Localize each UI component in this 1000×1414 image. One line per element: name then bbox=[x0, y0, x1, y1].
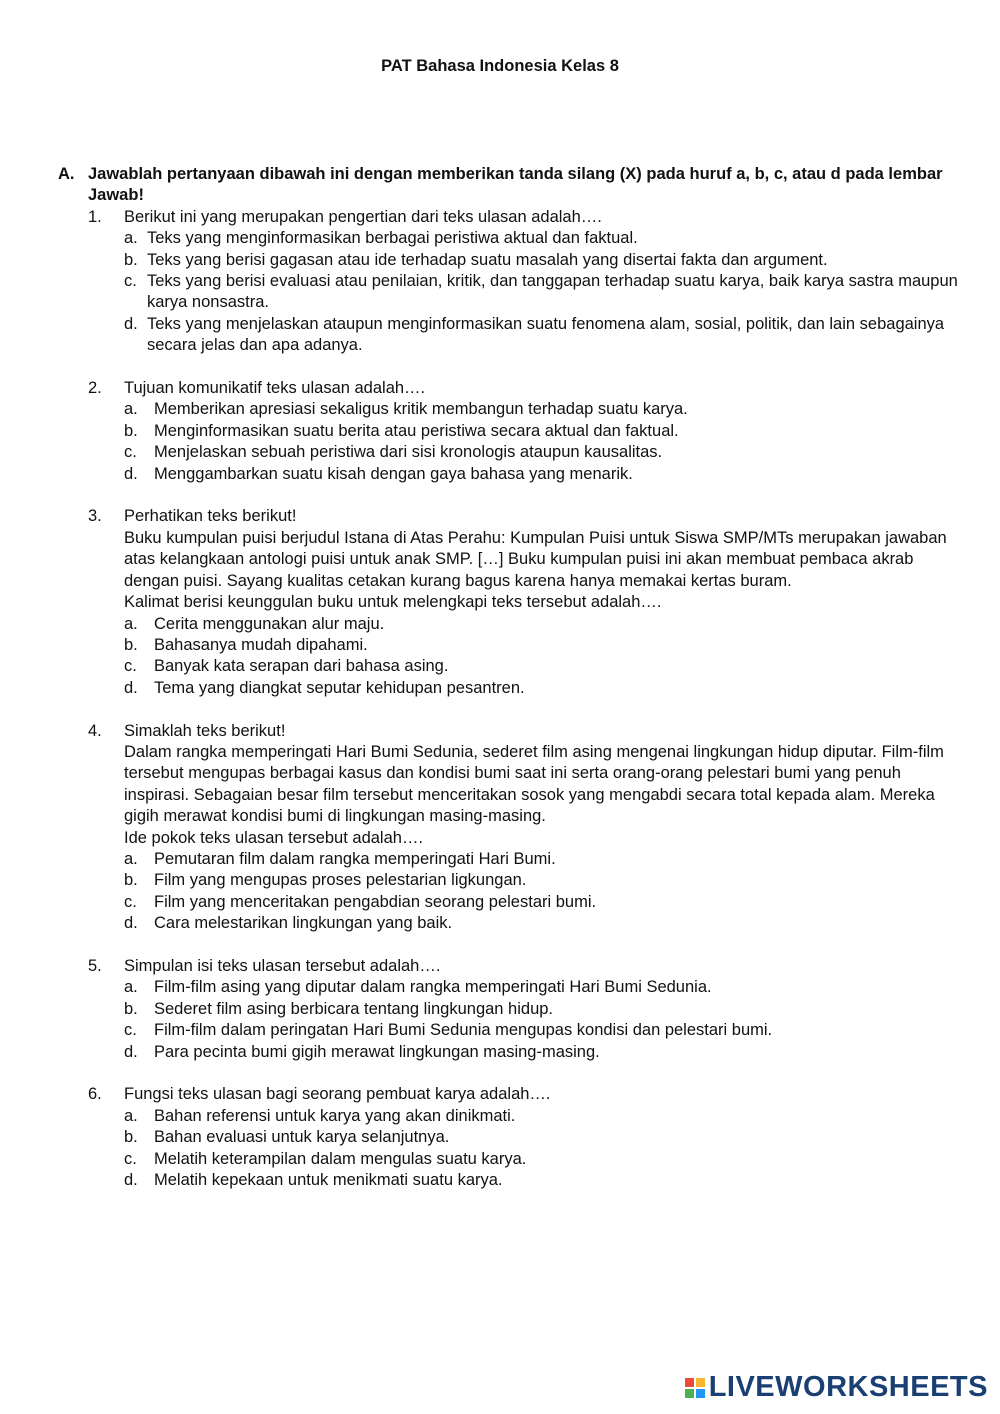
logo-square bbox=[685, 1378, 694, 1387]
option-text: Sederet film asing berbicara tentang lingkungan hidup. bbox=[154, 999, 554, 1018]
option-letter: c. bbox=[124, 892, 137, 911]
option-item bbox=[124, 656, 958, 677]
question-spacer bbox=[58, 935, 958, 956]
option-text: Teks yang berisi evaluasi atau penilaian, kritik, dan tanggapan terhadap suatu karya, baik karya sastra maupun karya nonsastra. bbox=[147, 272, 958, 312]
option-item bbox=[124, 1106, 958, 1127]
option-list bbox=[124, 399, 958, 485]
option-text: Menggambarkan suatu kisah dengan gaya bahasa yang menarik. bbox=[154, 464, 633, 483]
question bbox=[58, 506, 958, 699]
option-text: Film yang menceritakan pengabdian seorang pelestari bumi. bbox=[154, 892, 597, 911]
option-item bbox=[124, 1020, 958, 1041]
option-item bbox=[124, 870, 958, 891]
option-letter: a. bbox=[124, 229, 138, 248]
option-letter: b. bbox=[124, 871, 138, 890]
option-letter: d. bbox=[124, 914, 138, 933]
option-letter: b. bbox=[124, 1128, 138, 1147]
option-item bbox=[124, 1127, 958, 1148]
question-number: 4. bbox=[88, 721, 102, 740]
logo-text: LIVEWORKSHEETS bbox=[708, 1371, 988, 1403]
option-text: Menjelaskan sebuah peristiwa dari sisi kronologis ataupun kausalitas. bbox=[154, 443, 663, 462]
question-spacer bbox=[58, 1063, 958, 1084]
question-text: Simaklah teks berikut! bbox=[124, 721, 286, 740]
section-instruction-text: Jawablah pertanyaan dibawah ini dengan memberikan tanda silang (X) pada huruf a, b, c, atau d pada lembar Jawab! bbox=[88, 165, 943, 205]
logo-square bbox=[696, 1389, 705, 1398]
question bbox=[58, 956, 958, 1063]
option-letter: a. bbox=[124, 614, 138, 633]
section-label: A. bbox=[58, 165, 75, 183]
option-item bbox=[124, 849, 958, 870]
option-letter: d. bbox=[124, 1042, 138, 1061]
question-number: 5. bbox=[88, 956, 102, 975]
option-item bbox=[124, 1170, 958, 1191]
option-letter: d. bbox=[124, 314, 138, 333]
option-text: Banyak kata serapan dari bahasa asing. bbox=[154, 657, 449, 676]
question-body bbox=[124, 1084, 958, 1191]
question-spacer bbox=[58, 699, 958, 720]
option-letter: c. bbox=[124, 1021, 137, 1040]
option-text: Tema yang diangkat seputar kehidupan pesantren. bbox=[154, 678, 525, 697]
question-body bbox=[124, 956, 958, 1063]
question-number: 1. bbox=[88, 207, 102, 226]
option-letter: a. bbox=[124, 849, 138, 868]
option-text: Film-film dalam peringatan Hari Bumi Sedunia mengupas kondisi dan pelestari bumi. bbox=[154, 1021, 773, 1040]
option-item bbox=[124, 977, 958, 998]
option-list bbox=[124, 228, 958, 356]
option-item bbox=[124, 399, 958, 420]
question-list bbox=[58, 207, 958, 1192]
page-title: PAT Bahasa Indonesia Kelas 8 bbox=[381, 57, 619, 75]
question-spacer bbox=[58, 357, 958, 378]
option-item bbox=[124, 913, 958, 934]
question-body bbox=[124, 721, 958, 935]
question bbox=[58, 207, 958, 357]
option-text: Cara melestarikan lingkungan yang baik. bbox=[154, 914, 453, 933]
question-number: 2. bbox=[88, 379, 102, 398]
option-letter: b. bbox=[124, 250, 138, 269]
option-text: Teks yang berisi gagasan atau ide terhadap suatu masalah yang disertai fakta dan argument. bbox=[147, 250, 828, 269]
option-text: Menginformasikan suatu berita atau peristiwa secara aktual dan faktual. bbox=[154, 421, 679, 440]
option-text: Bahasanya mudah dipahami. bbox=[154, 635, 368, 654]
option-letter: a. bbox=[124, 1106, 138, 1125]
option-letter: c. bbox=[124, 657, 137, 676]
option-item bbox=[124, 464, 958, 485]
option-item bbox=[124, 892, 958, 913]
option-text: Para pecinta bumi gigih merawat lingkungan masing-masing. bbox=[154, 1042, 600, 1061]
question-passage: Dalam rangka memperingati Hari Bumi Sedunia, sederet film asing mengenai lingkungan hidup diputar. Film-film tersebut mengupas berbagai kasus dan kondisi bumi saat ini serta orang-orang pelestari bumi yang penuh inspirasi. Sebagaian besar film tersebut menceritakan sosok yang mengabdi secara total kepada alam. Mereka gigih merawat kondisi bumi di lingkungan masing-masing. bbox=[124, 742, 944, 826]
option-letter: d. bbox=[124, 464, 138, 483]
option-text: Melatih keterampilan dalam mengulas suatu karya. bbox=[154, 1149, 527, 1168]
logo-square bbox=[696, 1378, 705, 1387]
option-item bbox=[124, 421, 958, 442]
option-text: Cerita menggunakan alur maju. bbox=[154, 614, 385, 633]
option-text: Memberikan apresiasi sekaligus kritik membangun terhadap suatu karya. bbox=[154, 400, 688, 419]
option-letter: a. bbox=[124, 978, 138, 997]
option-list bbox=[124, 849, 958, 935]
option-letter: b. bbox=[124, 999, 138, 1018]
option-letter: c. bbox=[124, 443, 137, 462]
option-text: Film-film asing yang diputar dalam rangka memperingati Hari Bumi Sedunia. bbox=[154, 978, 712, 997]
question-number: 6. bbox=[88, 1085, 102, 1104]
question-number: 3. bbox=[88, 507, 102, 526]
option-letter: a. bbox=[124, 400, 138, 419]
logo-mark-icon bbox=[685, 1378, 705, 1398]
option-item bbox=[124, 442, 958, 463]
option-item bbox=[124, 999, 958, 1020]
option-letter: c. bbox=[124, 1149, 137, 1168]
option-text: Teks yang menginformasikan berbagai peristiwa aktual dan faktual. bbox=[147, 229, 638, 248]
option-item bbox=[124, 635, 958, 656]
question-passage: Kalimat berisi keunggulan buku untuk melengkapi teks tersebut adalah…. bbox=[124, 593, 662, 612]
option-item bbox=[124, 1042, 958, 1063]
option-text: Melatih kepekaan untuk menikmati suatu karya. bbox=[154, 1171, 503, 1190]
question-text: Simpulan isi teks ulasan tersebut adalah…. bbox=[124, 956, 441, 975]
option-item bbox=[124, 271, 958, 314]
option-text: Bahan referensi untuk karya yang akan dinikmati. bbox=[154, 1106, 516, 1125]
option-list bbox=[124, 977, 958, 1063]
question-body bbox=[124, 207, 958, 357]
option-text: Pemutaran film dalam rangka memperingati Hari Bumi. bbox=[154, 849, 556, 868]
option-text: Teks yang menjelaskan ataupun menginformasikan suatu fenomena alam, sosial, politik, dan lain sebagainya secara jelas dan apa adanya. bbox=[147, 314, 945, 355]
option-list bbox=[124, 1106, 958, 1192]
question-text: Berikut ini yang merupakan pengertian dari teks ulasan adalah…. bbox=[124, 207, 602, 226]
option-letter: b. bbox=[124, 635, 138, 654]
question-text: Fungsi teks ulasan bagi seorang pembuat karya adalah…. bbox=[124, 1085, 551, 1104]
logo-square bbox=[685, 1389, 694, 1398]
question-passage: Ide pokok teks ulasan tersebut adalah…. bbox=[124, 828, 424, 847]
option-letter: c. bbox=[124, 272, 137, 291]
section-instruction bbox=[58, 164, 958, 207]
option-item bbox=[124, 614, 958, 635]
liveworksheets-logo bbox=[685, 1371, 988, 1404]
question bbox=[58, 721, 958, 935]
option-letter: d. bbox=[124, 678, 138, 697]
question-body bbox=[124, 378, 958, 485]
option-item bbox=[124, 678, 958, 699]
option-item bbox=[124, 250, 958, 271]
question-text: Tujuan komunikatif teks ulasan adalah…. bbox=[124, 379, 426, 398]
option-item bbox=[124, 228, 958, 249]
question-body bbox=[124, 506, 958, 699]
question bbox=[58, 1084, 958, 1191]
question-spacer bbox=[58, 485, 958, 506]
option-item bbox=[124, 314, 958, 357]
question-text: Perhatikan teks berikut! bbox=[124, 507, 297, 526]
option-text: Bahan evaluasi untuk karya selanjutnya. bbox=[154, 1128, 450, 1147]
section-a bbox=[58, 164, 958, 1191]
question bbox=[58, 378, 958, 485]
option-letter: b. bbox=[124, 421, 138, 440]
option-list bbox=[124, 614, 958, 700]
question-passage: Buku kumpulan puisi berjudul Istana di Atas Perahu: Kumpulan Puisi untuk Siswa SMP/MTs merupakan jawaban atas kelangkaan antologi puisi untuk anak SMP. […] Buku kumpulan puisi ini akan membuat pembaca akrab dengan puisi. Sayang kualitas cetakan kurang bagus karena hanya memakai kertas buram. bbox=[124, 528, 947, 590]
option-letter: d. bbox=[124, 1171, 138, 1190]
option-item bbox=[124, 1149, 958, 1170]
option-text: Film yang mengupas proses pelestarian ligkungan. bbox=[154, 871, 527, 890]
